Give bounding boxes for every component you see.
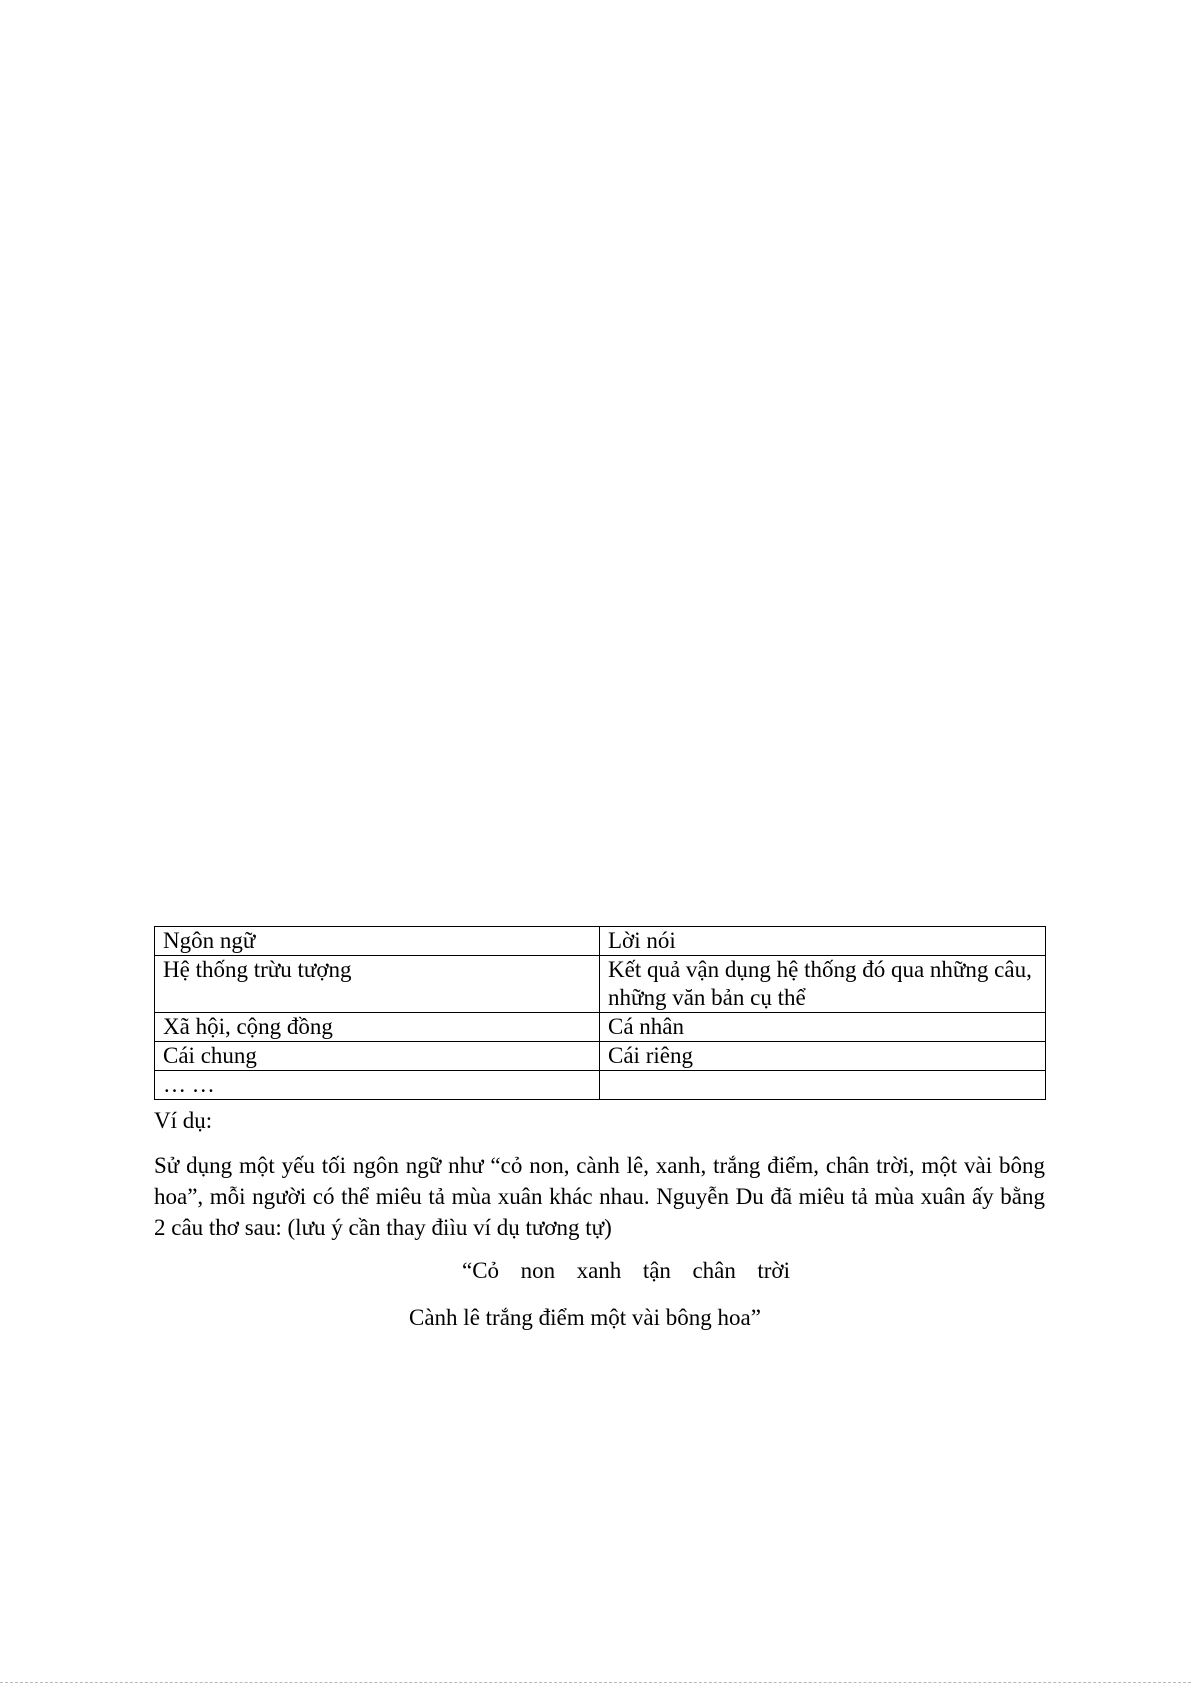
table-cell: Hệ thống trừu tượng <box>155 956 600 1013</box>
poem-line-1: “Cỏ non xanh tận chân trời <box>462 1258 790 1283</box>
table-row <box>155 956 1046 1013</box>
table-header-row <box>155 927 1046 956</box>
table-row <box>155 1042 1046 1071</box>
table-cell: Kết quả vận dụng hệ thống đó qua những câu, những văn bản cụ thể <box>600 956 1046 1013</box>
table-cell: Cái chung <box>155 1042 600 1071</box>
table-row <box>155 1013 1046 1042</box>
table-cell <box>600 1071 1046 1100</box>
table-header-speech: Lời nói <box>600 927 1046 956</box>
table-cell: Cái riêng <box>600 1042 1046 1071</box>
example-label: Ví dụ: <box>154 1108 213 1133</box>
table-cell: Xã hội, cộng đồng <box>155 1013 600 1042</box>
table-row <box>155 1071 1046 1100</box>
table-header-language: Ngôn ngữ <box>155 927 600 956</box>
poem-line-2: Cành lê trắng điểm một vài bông hoa” <box>409 1305 761 1330</box>
example-paragraph: Sử dụng một yếu tối ngôn ngữ như “cỏ non, cành lê, xanh, trắng điểm, chân trời, một vài bông hoa”, mỗi người có thể miêu tả mùa xuân khác nhau. Nguyễn Du đã miêu tả mùa xuân ấy bằng 2 câu thơ sau: (lưu ý cần thay điìu ví dụ tương tự) <box>154 1153 1045 1240</box>
comparison-table <box>154 926 1046 1100</box>
page-bottom-divider <box>0 1682 1191 1683</box>
table-cell: Cá nhân <box>600 1013 1046 1042</box>
table-cell: … … <box>155 1071 600 1100</box>
